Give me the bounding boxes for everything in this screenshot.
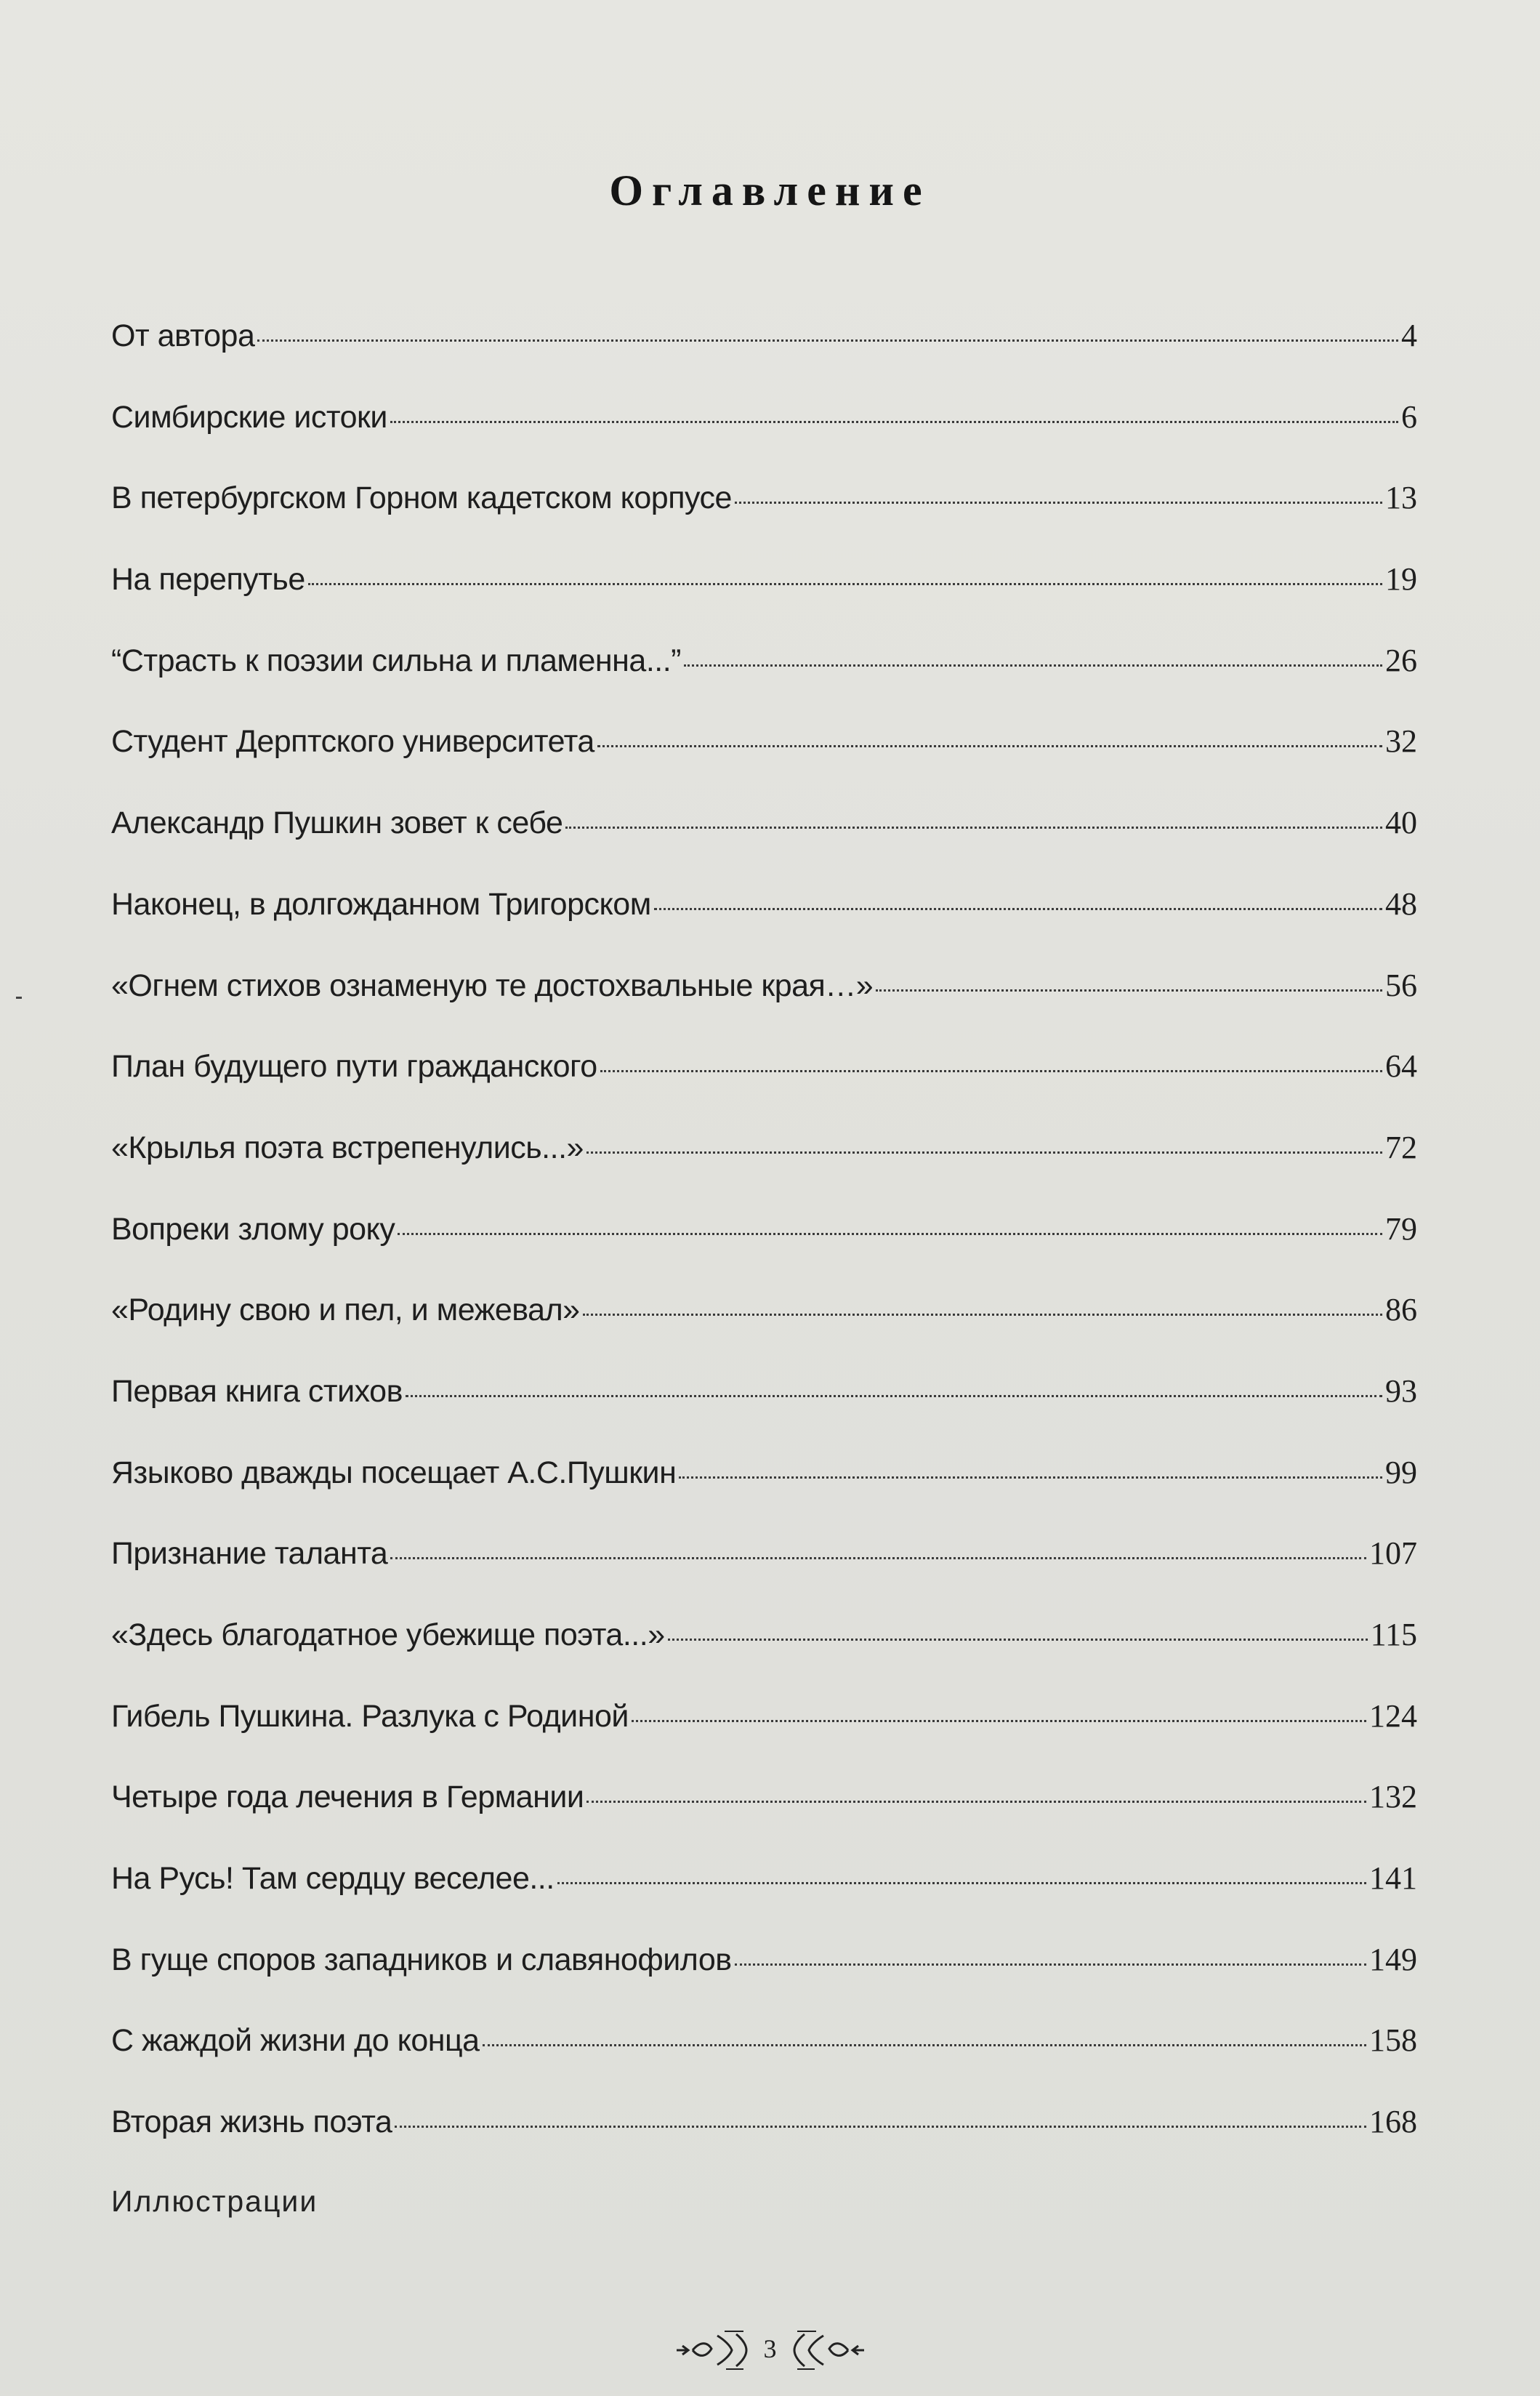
dot-leader xyxy=(632,1720,1366,1722)
toc-entry xyxy=(111,2022,1417,2103)
toc-entry-page: 86 xyxy=(1385,1292,1417,1328)
dot-leader xyxy=(565,827,1382,829)
toc-entry-title: В гуще споров западников и славянофилов xyxy=(111,1942,732,1977)
toc-entry-page: 19 xyxy=(1385,561,1417,598)
toc-entry-page: 40 xyxy=(1385,805,1417,841)
page-footer xyxy=(0,2323,1540,2374)
toc-entry-page: 141 xyxy=(1369,1860,1417,1897)
toc-entry xyxy=(111,1454,1417,1535)
dot-leader xyxy=(876,989,1382,992)
toc-entry-page: 4 xyxy=(1401,318,1417,353)
table-of-contents xyxy=(111,317,1417,2257)
dot-leader xyxy=(684,664,1382,667)
dot-leader xyxy=(735,1963,1366,1966)
toc-entry xyxy=(111,479,1417,560)
toc-entry xyxy=(111,1778,1417,1860)
dot-leader xyxy=(390,1557,1366,1559)
page-title: Оглавление xyxy=(609,166,931,214)
dot-leader xyxy=(586,1151,1382,1154)
toc-entry-title: В петербургском Горном кадетском корпусе xyxy=(111,481,732,516)
toc-entry-page: 48 xyxy=(1385,885,1417,922)
toc-entry xyxy=(111,967,1417,1048)
toc-entry xyxy=(111,1616,1417,1697)
page-number: 3 xyxy=(763,2334,777,2363)
toc-entry-illustrations: Иллюстрации xyxy=(111,2184,318,2218)
dot-leader xyxy=(597,745,1382,747)
toc-entry-title: На перепутье xyxy=(111,562,305,598)
toc-entry xyxy=(111,560,1417,642)
dot-leader xyxy=(483,2044,1366,2046)
toc-entry-title: Гибель Пушкина. Разлука с Родиной xyxy=(111,1698,629,1734)
toc-entry-page: 107 xyxy=(1369,1535,1417,1572)
toc-entry-page: 6 xyxy=(1401,398,1417,435)
toc-entry-page: 149 xyxy=(1369,1941,1417,1977)
toc-entry-page: 158 xyxy=(1369,2022,1417,2059)
right-ornament-icon xyxy=(787,2327,867,2371)
toc-entry xyxy=(111,642,1417,723)
dot-leader xyxy=(390,421,1398,423)
toc-entry-page: 72 xyxy=(1385,1129,1417,1165)
toc-entry-title: «Здесь благодатное убежище поэта...» xyxy=(111,1617,665,1652)
left-ornament-icon xyxy=(674,2327,754,2371)
toc-entry xyxy=(111,1372,1417,1454)
toc-entry xyxy=(111,1860,1417,1941)
toc-entry-title: Симбирские истоки xyxy=(111,399,387,435)
toc-entry-title: Первая книга стихов xyxy=(111,1373,403,1409)
page-number-ornament xyxy=(674,2327,867,2371)
toc-entry-title: «Огнем стихов ознаменую те достохвальные края…» xyxy=(111,968,874,1003)
toc-entry xyxy=(111,1941,1417,2022)
toc-entry-page: 32 xyxy=(1385,723,1417,760)
toc-entry xyxy=(111,398,1417,480)
toc-entry-title: План будущего пути гражданского xyxy=(111,1049,597,1085)
toc-entry-title: Вопреки злому року xyxy=(111,1211,395,1247)
dot-leader xyxy=(586,1801,1366,1803)
toc-entry-title: Языково дважды посещает А.С.Пушкин xyxy=(111,1455,677,1490)
toc-entry xyxy=(111,317,1417,398)
dot-leader xyxy=(654,908,1382,910)
dot-leader xyxy=(583,1314,1382,1316)
dot-leader xyxy=(398,1233,1382,1235)
toc-entry-title: Студент Дерптского университета xyxy=(111,724,594,760)
toc-entry-title: От автора xyxy=(111,318,255,353)
stray-mark xyxy=(16,997,22,999)
toc-entry-page: 115 xyxy=(1370,1617,1417,1652)
toc-entry-page: 124 xyxy=(1369,1697,1417,1734)
toc-entry-title: С жаждой жизни до конца xyxy=(111,2023,480,2059)
toc-entry-title: Наконец, в долгожданном Тригорском xyxy=(111,886,651,922)
toc-entry-page: 99 xyxy=(1385,1454,1417,1490)
toc-entry xyxy=(111,1535,1417,1616)
toc-entry xyxy=(111,1291,1417,1372)
toc-entry xyxy=(111,1210,1417,1292)
toc-entry xyxy=(111,2103,1417,2184)
dot-leader xyxy=(406,1395,1382,1397)
toc-entry-page: 64 xyxy=(1385,1048,1417,1085)
toc-entry xyxy=(111,1697,1417,1779)
dot-leader xyxy=(308,583,1382,585)
dot-leader xyxy=(257,339,1398,342)
toc-entry-page: 168 xyxy=(1369,2104,1417,2140)
toc-entry xyxy=(111,1129,1417,1210)
dot-leader xyxy=(668,1639,1368,1641)
toc-entry-page: 132 xyxy=(1369,1779,1417,1815)
toc-entry xyxy=(111,723,1417,804)
dot-leader xyxy=(557,1882,1366,1884)
toc-entry-title: Вторая жизнь поэта xyxy=(111,2104,392,2140)
toc-entry-page: 93 xyxy=(1385,1372,1417,1409)
toc-entry xyxy=(111,1048,1417,1129)
toc-entry-page: 13 xyxy=(1385,480,1417,516)
dot-leader xyxy=(679,1476,1382,1479)
toc-entry-page: 56 xyxy=(1385,967,1417,1003)
toc-entry-title: Признание таланта xyxy=(111,1536,388,1572)
toc-entry-title: “Страсть к поэзии сильна и пламенна...” xyxy=(111,643,681,678)
toc-entry-title: Четыре года лечения в Германии xyxy=(111,1780,584,1815)
toc-entry-title: «Крылья поэта встрепенулись...» xyxy=(111,1130,584,1165)
toc-entry-page: 26 xyxy=(1385,642,1417,678)
toc-entry-title: Александр Пушкин зовет к себе xyxy=(111,805,563,841)
dot-leader xyxy=(735,502,1382,504)
toc-entry xyxy=(111,804,1417,885)
toc-entry-title: На Русь! Там сердцу веселее... xyxy=(111,1861,555,1897)
dot-leader xyxy=(395,2126,1366,2128)
toc-entry-title: «Родину свою и пел, и межевал» xyxy=(111,1293,580,1328)
toc-entry-page: 79 xyxy=(1385,1210,1417,1247)
toc-entry xyxy=(111,885,1417,967)
dot-leader xyxy=(600,1070,1382,1072)
